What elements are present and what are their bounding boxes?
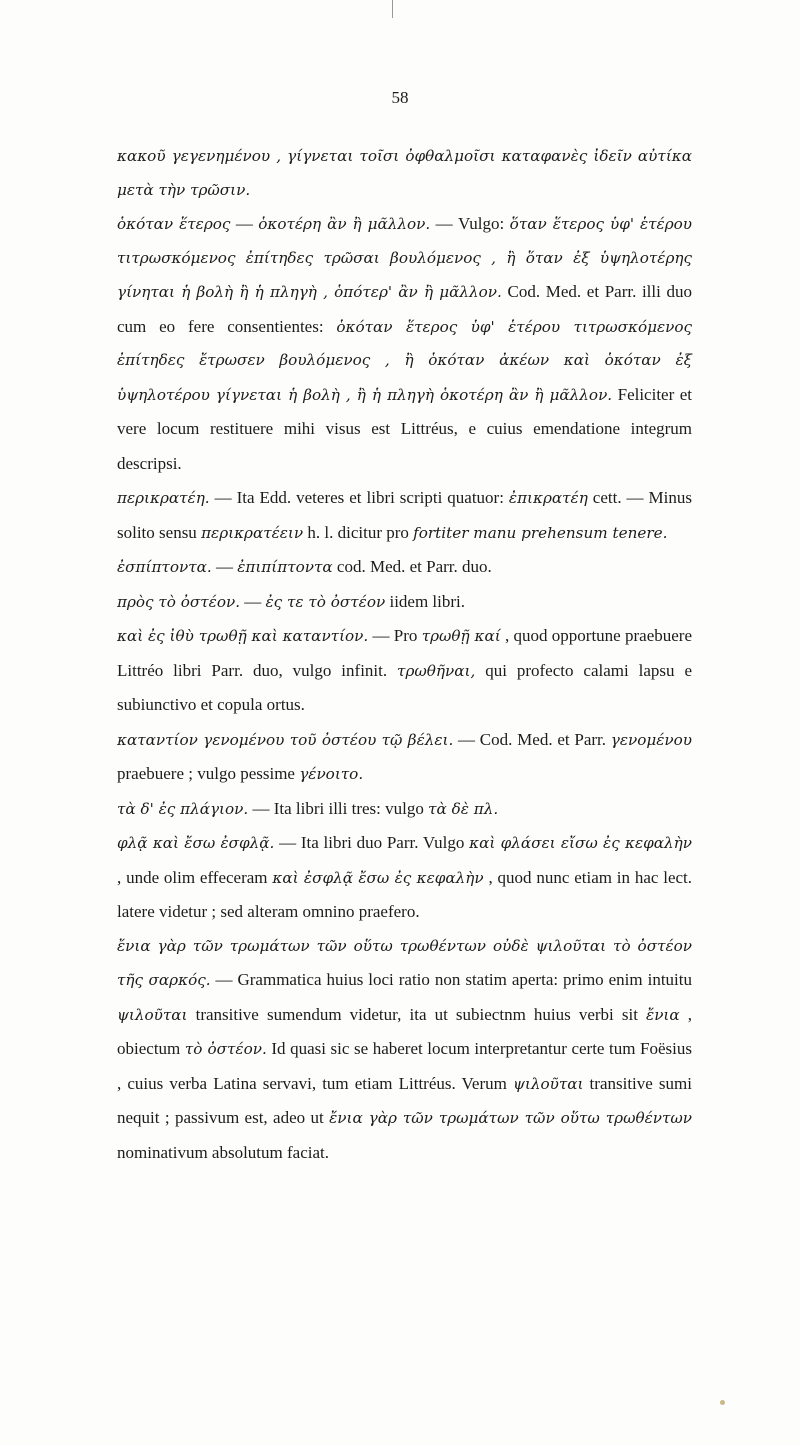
greek-text: καὶ ἐς ἰθὺ τρωθῇ καὶ καταντίον. (117, 627, 369, 645)
greek-text: ἐπικρατέη (508, 489, 588, 507)
latin-text: — (230, 214, 259, 233)
greek-text: τρωθῇ καί (421, 627, 501, 645)
greek-text: τρωθῆναι, (397, 661, 476, 680)
paragraph (117, 792, 692, 827)
greek-text: ὁκόταν ἕτερος ὑφ' ἑτέρου τιτρωσκόμενος ἐπίτηδες ἔτρωσεν βουλόμενος , ἢ ὁκόταν ἀκέων καὶ ὁκόταν ἐξ ὑψηλοτέρου γίγνεται ἡ βολὴ , ἢ ἡ πληγὴ ὁκοτέρη ἂν ἢ μᾶλλον. (117, 317, 692, 404)
latin-text: — (240, 591, 266, 611)
greek-text: γένοιτο. (299, 765, 364, 783)
latin-text: , quod opportune praebuere Littréo libri Parr. duo, vulgo infinit. (117, 626, 693, 680)
paragraph (117, 723, 692, 792)
greek-text: ψιλοῦται (512, 1074, 584, 1093)
paragraph (117, 550, 692, 585)
greek-text: ἐς τε τὸ ὀστέον (265, 592, 386, 611)
greek-text: τὰ δὲ πλ. (428, 799, 499, 818)
paragraph (117, 930, 692, 1171)
commentary-text (117, 140, 692, 1170)
latin-text: cett. — Minus solito sensu (117, 488, 692, 542)
greek-text: γενομένου (610, 730, 693, 749)
latin-text: — Ita libri illi tres: vulgo (248, 798, 429, 818)
latin-text: praebuere ; vulgo pessime (117, 764, 300, 783)
latin-text: Feliciter et vere locum restituere mihi visus est Littréus, e cuius emendatione integrum descripsi. (117, 384, 692, 473)
latin-text: Id quasi sic se haberet locum interpretantur certe tum Foësius , cuius verba Latina servavi, tum etiam Littréus. Verum (117, 1039, 692, 1093)
latin-text: — Ita Edd. veteres et libri scripti quatuor: (209, 488, 509, 507)
greek-text: καταντίον γενομένου τοῦ ὀστέου τῷ βέλει. (117, 730, 454, 749)
latin-text: , obiectum (117, 1004, 692, 1058)
greek-text: ὁκοτέρη ἂν ἢ μᾶλλον. (258, 215, 431, 233)
latin-text: transitive sumi nequit ; passivum est, adeo ut (117, 1073, 692, 1127)
latin-text: iidem libri. (385, 591, 466, 611)
greek-text: ἐπιπίπτοντα (237, 558, 333, 576)
latin-text: — Grammatica huius loci ratio non statim aperta: primo enim intuitu (210, 970, 692, 989)
paragraph (117, 140, 692, 207)
latin-text: — Pro (368, 626, 422, 645)
greek-text: ψιλοῦται (117, 1005, 188, 1024)
paragraph (117, 481, 692, 550)
page-number: 58 (391, 88, 409, 107)
greek-text: ἔνια γὰρ τῶν τρωμάτων τῶν οὕτω τρωθέντων (329, 1109, 692, 1127)
greek-text: ὅταν ἕτερος ὑφ' ἑτέρου τιτρωσκόμενος ἐπίτηδες τρῶσαι βουλόμενος , ἢ ὅταν ἐξ ὑψηλοτέρης γίνηται ἡ βολὴ ἢ ἡ πληγὴ , ὁπότερ' ἂν ἢ μᾶλλον. (117, 215, 693, 301)
paragraph (117, 585, 692, 620)
greek-text: καὶ ἐσφλᾷ ἔσω ἐς κεφαλὴν (272, 868, 484, 887)
paragraph (117, 826, 692, 930)
greek-text: πρὸς τὸ ὀστέον. (117, 592, 241, 611)
italic-text: fortiter manu prehensum tenere. (413, 523, 668, 542)
latin-text: qui profecto calami lapsu e subiunctivo et copula ortus. (117, 660, 692, 714)
greek-text: κακοῦ γεγενημένου , γίγνεται τοῖσι ὀφθαλμοῖσι καταφανὲς ἰδεῖν αὐτίκα μετὰ τὴν τρῶσιν. (117, 147, 692, 199)
latin-text: — Cod. Med. et Parr. (453, 729, 611, 749)
greek-text: περικρατέη. (117, 489, 210, 507)
latin-text: — (211, 557, 238, 576)
latin-text: transitive sumendum videtur, ita ut subiectnm huius verbi sit (187, 1004, 647, 1024)
greek-text: τὰ δ' ἐς πλάγιον. (117, 799, 249, 818)
latin-text: nominativum absolutum faciat. (117, 1142, 329, 1162)
latin-text: — Ita libri duo Parr. Vulgo (274, 833, 470, 852)
page-speck (720, 1400, 725, 1405)
greek-text: ἔνια (646, 1005, 680, 1024)
paragraph (117, 207, 692, 481)
latin-text: — Vulgo: (430, 214, 510, 233)
greek-text: τὸ ὀστέον. (184, 1040, 267, 1058)
latin-text: , quod nunc etiam in hac lect. latere videtur ; sed alteram omnino praefero. (117, 867, 693, 921)
greek-text: ὁκόταν ἕτερος (117, 215, 231, 233)
paragraph (117, 619, 692, 723)
greek-text: φλᾷ καὶ ἔσω ἐσφλᾷ. (117, 834, 275, 852)
latin-text: cod. Med. et Parr. duo. (332, 557, 492, 576)
latin-text: Cod. Med. et Parr. illi duo cum eo fere consentientes: (117, 282, 692, 336)
greek-text: ἔνια γὰρ τῶν τρωμάτων τῶν οὕτω τρωθέντων οὐδὲ ψιλοῦται τὸ ὀστέον τῆς σαρκός. (117, 936, 692, 989)
greek-text: ἐσπίπτοντα. (117, 558, 212, 576)
latin-text: h. l. dicitur pro (303, 522, 414, 542)
latin-text: , unde olim effeceram (117, 867, 273, 887)
greek-text: καὶ φλάσει εἴσω ἐς κεφαλὴν (469, 834, 692, 852)
margin-mark (392, 0, 393, 18)
greek-text: περικρατέειν (201, 523, 304, 542)
